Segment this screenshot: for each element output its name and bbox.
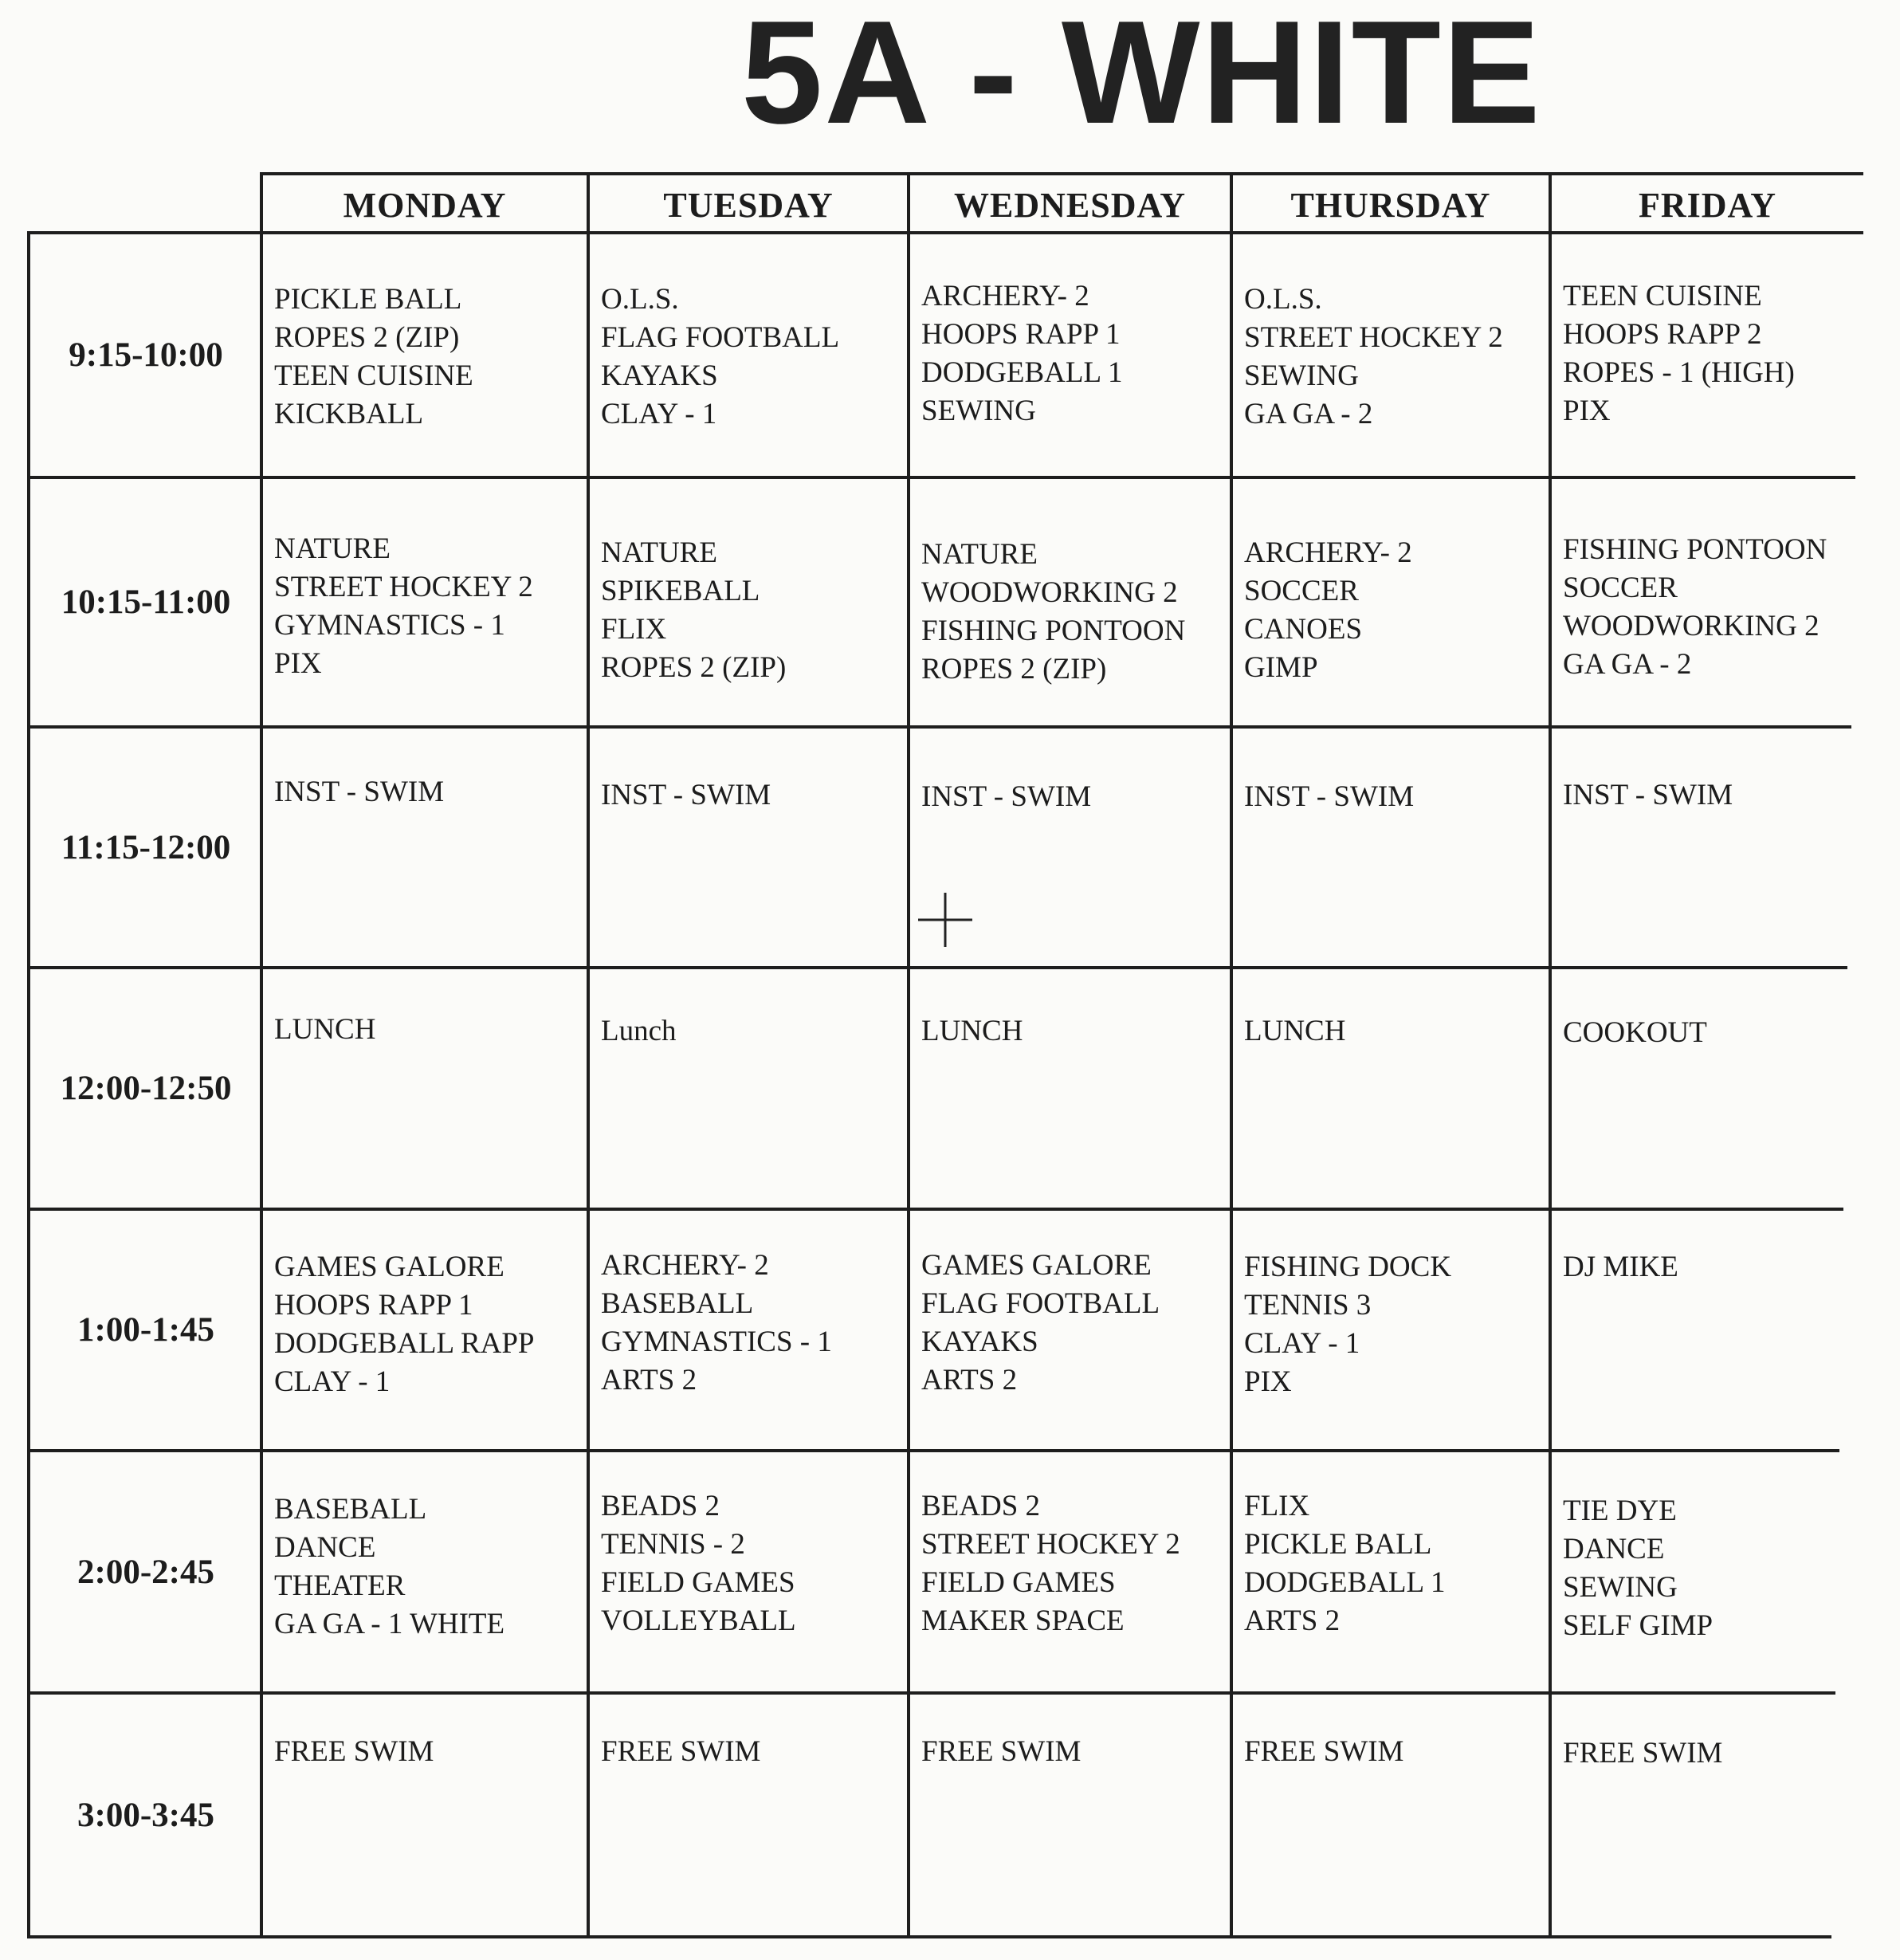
time-label: 2:00-2:45 (77, 1553, 214, 1591)
activity: HOOPS RAPP 2 (1563, 318, 1762, 351)
activity: ARTS 2 (1244, 1605, 1341, 1637)
activity: FREE SWIM (1244, 1735, 1404, 1768)
activity: WOODWORKING 2 (921, 576, 1178, 609)
activity: LUNCH (274, 1013, 376, 1046)
activity: PIX (1244, 1365, 1292, 1398)
activity: GYMNASTICS - 1 (601, 1326, 832, 1358)
activity: FISHING PONTOON (921, 615, 1186, 647)
schedule-cell (1552, 1014, 1863, 1052)
schedule-grid (30, 0, 1863, 1960)
schedule-cell (590, 776, 907, 815)
row-separator (30, 966, 1847, 969)
activity: CANOES (1244, 613, 1363, 646)
row-separator (30, 725, 1851, 729)
activity: FISHING PONTOON (1563, 533, 1827, 566)
activity: TIE DYE (1563, 1495, 1677, 1527)
col-separator (1549, 172, 1552, 1938)
schedule-cell (1233, 1733, 1549, 1771)
activity: FIELD GAMES (921, 1566, 1116, 1599)
page-title: 5A - WHITE (741, 0, 1542, 154)
row-separator (30, 1691, 1835, 1695)
activity: GA GA - 2 (1244, 398, 1373, 430)
activity: TEEN CUISINE (1563, 280, 1762, 312)
activity: PIX (274, 647, 322, 680)
row-separator (30, 476, 1855, 479)
schedule-cell (590, 534, 907, 687)
activity: GAMES GALORE (921, 1249, 1152, 1282)
schedule-cell (1233, 778, 1549, 816)
activity: CLAY - 1 (1244, 1327, 1360, 1360)
activity: DANCE (274, 1531, 376, 1564)
schedule-cell (263, 1733, 587, 1771)
activity: STREET HOCKEY 2 (1244, 321, 1503, 354)
activity: KICKBALL (274, 398, 424, 430)
schedule-cell (590, 281, 907, 434)
activity: VOLLEYBALL (601, 1605, 796, 1637)
activity: CLAY - 1 (601, 398, 717, 430)
activity: FREE SWIM (1563, 1737, 1723, 1769)
activity: STREET HOCKEY 2 (921, 1528, 1180, 1561)
crosshair-icon (917, 891, 974, 949)
schedule-cell (1552, 531, 1863, 684)
activity: GIMP (1244, 651, 1318, 684)
activity: SEWING (1563, 1571, 1678, 1604)
schedule-cell (590, 1487, 907, 1640)
activity: DANCE (1563, 1533, 1665, 1565)
activity: TEEN CUISINE (274, 359, 473, 392)
schedule-cell (1233, 1487, 1549, 1640)
day-header-friday: FRIDAY (1638, 185, 1777, 225)
schedule-cell (263, 1011, 587, 1049)
activity: GYMNASTICS - 1 (274, 609, 505, 642)
schedule-cell (910, 277, 1230, 430)
schedule-cell (1233, 1012, 1549, 1051)
activity: STREET HOCKEY 2 (274, 571, 533, 603)
row-separator (30, 1208, 1843, 1211)
activity: BASEBALL (601, 1287, 754, 1320)
activity: TENNIS - 2 (601, 1528, 745, 1561)
schedule-cell (590, 1012, 907, 1051)
time-label: 3:00-3:45 (77, 1796, 214, 1834)
activity: ROPES 2 (ZIP) (274, 321, 460, 354)
activity: FLAG FOOTBALL (601, 321, 840, 354)
activity: ARTS 2 (601, 1364, 697, 1396)
schedule-cell (1552, 1248, 1863, 1286)
time-label: 9:15-10:00 (69, 336, 223, 374)
activity: FISHING DOCK (1244, 1251, 1452, 1283)
day-header-wednesday: WEDNESDAY (953, 185, 1186, 225)
activity: CLAY - 1 (274, 1365, 391, 1398)
schedule-cell (1552, 1492, 1863, 1645)
schedule-cell (263, 530, 587, 683)
activity: NATURE (601, 536, 717, 569)
time-label: 1:00-1:45 (77, 1311, 214, 1349)
activity: FREE SWIM (274, 1735, 434, 1768)
activity: BEADS 2 (921, 1490, 1041, 1522)
activity: FLIX (601, 613, 667, 646)
schedule-cell (263, 1491, 587, 1644)
activity: ARCHERY- 2 (1244, 536, 1412, 569)
activity: ROPES - 1 (HIGH) (1563, 356, 1795, 389)
activity: FLIX (1244, 1490, 1310, 1522)
schedule-cell (910, 778, 1230, 816)
activity: INST - SWIM (1244, 780, 1415, 813)
activity: BASEBALL (274, 1493, 427, 1526)
activity: FLAG FOOTBALL (921, 1287, 1160, 1320)
schedule-cell (263, 281, 587, 434)
activity: DODGEBALL 1 (921, 356, 1123, 389)
day-header-monday: MONDAY (343, 185, 507, 225)
activity: BEADS 2 (601, 1490, 720, 1522)
activity: LUNCH (1244, 1015, 1346, 1047)
activity: FIELD GAMES (601, 1566, 795, 1599)
activity: SEWING (921, 395, 1036, 427)
activity: ROPES 2 (ZIP) (601, 651, 787, 684)
activity: DJ MIKE (1563, 1251, 1678, 1283)
row-separator (30, 1449, 1839, 1452)
activity: O.L.S. (1244, 283, 1322, 316)
activity: TENNIS 3 (1244, 1289, 1372, 1322)
col-separator (907, 172, 910, 1938)
activity: ARTS 2 (921, 1364, 1018, 1396)
activity: O.L.S. (601, 283, 679, 316)
activity: SOCCER (1563, 572, 1678, 604)
activity: PICKLE BALL (274, 283, 462, 316)
schedule-cell (590, 1247, 907, 1400)
schedule-cell (1552, 776, 1863, 815)
schedule-cell (1552, 1734, 1863, 1773)
activity: INST - SWIM (1563, 779, 1733, 811)
activity: KAYAKS (601, 359, 718, 392)
schedule-cell (1233, 281, 1549, 434)
row-separator (30, 1935, 1831, 1938)
schedule-cell (910, 1487, 1230, 1640)
activity: INST - SWIM (601, 779, 771, 811)
activity: DODGEBALL 1 (1244, 1566, 1446, 1599)
schedule-cell (910, 536, 1230, 689)
activity: DODGEBALL RAPP (274, 1327, 535, 1360)
col-separator (1230, 172, 1233, 1938)
activity: KAYAKS (921, 1326, 1038, 1358)
activity: NATURE (274, 532, 391, 565)
time-label: 10:15-11:00 (61, 583, 231, 621)
activity: FREE SWIM (601, 1735, 761, 1768)
schedule-cell (263, 1248, 587, 1401)
activity: FREE SWIM (921, 1735, 1082, 1768)
activity: GAMES GALORE (274, 1251, 504, 1283)
activity: INST - SWIM (921, 780, 1092, 813)
activity: HOOPS RAPP 1 (921, 318, 1121, 351)
activity: INST - SWIM (274, 776, 445, 808)
activity: NATURE (921, 538, 1038, 571)
activity: PIX (1563, 395, 1611, 427)
activity: SPIKEBALL (601, 575, 760, 607)
activity: SELF GIMP (1563, 1609, 1714, 1642)
activity: ARCHERY- 2 (601, 1249, 769, 1282)
schedule-cell (1552, 277, 1863, 430)
activity: MAKER SPACE (921, 1605, 1125, 1637)
time-label: 11:15-12:00 (61, 828, 231, 866)
activity: WOODWORKING 2 (1563, 610, 1820, 642)
activity: HOOPS RAPP 1 (274, 1289, 473, 1322)
activity: THEATER (274, 1569, 406, 1602)
day-header-tuesday: TUESDAY (663, 185, 834, 225)
activity: GA GA - 2 (1563, 648, 1692, 681)
activity: PICKLE BALL (1244, 1528, 1432, 1561)
schedule-cell (1233, 534, 1549, 687)
schedule-cell (910, 1733, 1230, 1771)
activity: Lunch (601, 1015, 677, 1047)
col-separator (587, 172, 590, 1938)
activity: SOCCER (1244, 575, 1359, 607)
activity: ROPES 2 (ZIP) (921, 653, 1107, 685)
activity: ARCHERY- 2 (921, 280, 1089, 312)
day-header-thursday: THURSDAY (1290, 185, 1491, 225)
schedule-cell (1233, 1248, 1549, 1401)
schedule-cell (910, 1012, 1230, 1051)
activity: GA GA - 1 WHITE (274, 1608, 505, 1640)
time-label: 12:00-12:50 (60, 1070, 232, 1107)
activity: LUNCH (921, 1015, 1023, 1047)
schedule-cell (263, 773, 587, 811)
schedule-cell (910, 1247, 1230, 1400)
schedule-cell (590, 1733, 907, 1771)
activity: COOKOUT (1563, 1016, 1707, 1049)
activity: SEWING (1244, 359, 1359, 392)
